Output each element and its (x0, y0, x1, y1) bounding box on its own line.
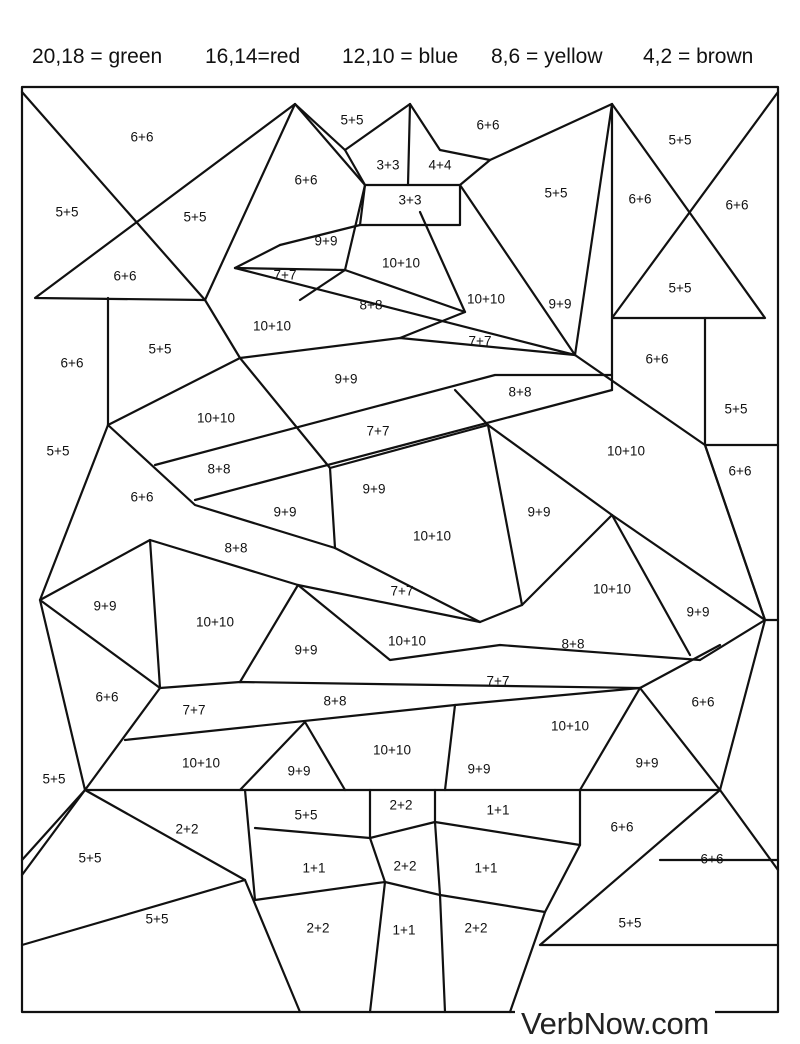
region-number-label: 5+5 (148, 341, 172, 357)
legend-green: 20,18 = green (32, 45, 163, 68)
outline (580, 688, 640, 790)
legend-blue: 12,10 = blue (342, 45, 459, 68)
region-number-label: 5+5 (618, 915, 642, 931)
region-number-label: 5+5 (544, 185, 568, 201)
region-number-label: 10+10 (253, 318, 291, 334)
region-number-label: 5+5 (294, 807, 318, 823)
outline (235, 245, 280, 268)
region-number-label: 10+10 (197, 410, 235, 426)
outline (720, 620, 765, 790)
outline (510, 790, 580, 1012)
outline (705, 318, 778, 445)
region-number-label: 10+10 (467, 291, 505, 307)
region-number-label: 7+7 (366, 423, 390, 439)
region-number-label: 10+10 (388, 633, 426, 649)
region-number-label: 6+6 (728, 463, 752, 479)
region-number-label: 5+5 (183, 209, 207, 225)
region-number-label: 5+5 (668, 280, 692, 296)
outline (455, 390, 488, 425)
outline (300, 270, 465, 338)
outline (408, 104, 410, 185)
region-number-label: 8+8 (224, 540, 248, 556)
brand-watermark: VerbNow.com (515, 1004, 715, 1044)
region-number-label: 1+1 (474, 860, 498, 876)
region-number-label: 7+7 (273, 267, 297, 283)
region-number-label: 10+10 (196, 614, 234, 630)
region-number-label: 3+3 (376, 157, 400, 173)
region-number-label: 5+5 (42, 771, 66, 787)
region-number-label: 6+6 (294, 172, 318, 188)
outline (35, 104, 295, 300)
region-number-label: 9+9 (686, 604, 710, 620)
region-number-label: 10+10 (182, 755, 220, 771)
region-number-label: 2+2 (464, 920, 488, 936)
outline (445, 705, 455, 790)
region-number-label: 10+10 (413, 528, 451, 544)
region-number-label: 2+2 (389, 797, 413, 813)
region-number-label: 10+10 (607, 443, 645, 459)
region-number-label: 10+10 (551, 718, 589, 734)
region-number-label: 6+6 (628, 191, 652, 207)
region-number-label: 1+1 (392, 922, 416, 938)
outline (370, 790, 385, 1012)
region-number-label: 5+5 (724, 401, 748, 417)
region-number-label: 8+8 (323, 693, 347, 709)
region-number-label: 9+9 (93, 598, 117, 614)
legend-yellow: 8,6 = yellow (491, 45, 603, 68)
region-number-label: 8+8 (561, 636, 585, 652)
outline (240, 722, 345, 790)
outline (108, 425, 335, 548)
region-number-label: 5+5 (46, 443, 70, 459)
region-number-label: 2+2 (175, 821, 199, 837)
region-number-label: 2+2 (306, 920, 330, 936)
region-number-label: 9+9 (362, 481, 386, 497)
region-number-label: 5+5 (340, 112, 364, 128)
outline (420, 212, 465, 312)
region-number-label: 6+6 (691, 694, 715, 710)
outline (460, 92, 778, 355)
region-number-label: 9+9 (548, 296, 572, 312)
region-number-label: 9+9 (294, 642, 318, 658)
region-number-label: 6+6 (700, 851, 724, 867)
region-number-label: 9+9 (467, 761, 491, 777)
region-number-label: 7+7 (182, 702, 206, 718)
region-number-label: 8+8 (207, 461, 231, 477)
region-number-label: 1+1 (302, 860, 326, 876)
region-number-label: 10+10 (373, 742, 411, 758)
region-number-label: 6+6 (130, 489, 154, 505)
region-number-label: 2+2 (393, 858, 417, 874)
region-number-label: 6+6 (113, 268, 137, 284)
outline (540, 790, 778, 945)
region-number-label: 5+5 (55, 204, 79, 220)
region-number-label: 9+9 (527, 504, 551, 520)
region-number-label: 7+7 (486, 673, 510, 689)
region-number-label: 3+3 (398, 192, 422, 208)
region-number-label: 9+9 (314, 233, 338, 249)
outline (245, 880, 300, 1012)
region-number-label: 6+6 (610, 819, 634, 835)
region-number-label: 6+6 (476, 117, 500, 133)
region-number-label: 10+10 (382, 255, 420, 271)
region-number-label: 8+8 (508, 384, 532, 400)
region-number-label: 5+5 (78, 850, 102, 866)
region-number-label: 9+9 (287, 763, 311, 779)
outline (40, 540, 160, 688)
region-number-label: 7+7 (390, 583, 414, 599)
outline (488, 425, 690, 655)
region-number-label: 6+6 (645, 351, 669, 367)
outline (22, 790, 85, 860)
region-number-label: 6+6 (130, 129, 154, 145)
region-number-label: 9+9 (273, 504, 297, 520)
region-number-label: 6+6 (60, 355, 84, 371)
legend-red: 16,14=red (205, 45, 301, 68)
region-number-label: 9+9 (635, 755, 659, 771)
region-number-label: 6+6 (95, 689, 119, 705)
outline (195, 390, 612, 500)
region-number-label: 7+7 (468, 333, 492, 349)
region-number-label: 9+9 (334, 371, 358, 387)
outline (255, 822, 580, 845)
outline (150, 540, 298, 682)
region-number-label: 5+5 (145, 911, 169, 927)
outline (255, 882, 545, 912)
outline (240, 338, 575, 358)
region-number-label: 10+10 (593, 581, 631, 597)
region-number-label: 1+1 (486, 802, 510, 818)
region-number-label: 4+4 (428, 157, 452, 173)
legend-brown: 4,2 = brown (643, 45, 754, 68)
region-number-label: 6+6 (725, 197, 749, 213)
region-number-label: 8+8 (359, 297, 383, 313)
outline (22, 790, 245, 945)
region-number-label: 5+5 (668, 132, 692, 148)
